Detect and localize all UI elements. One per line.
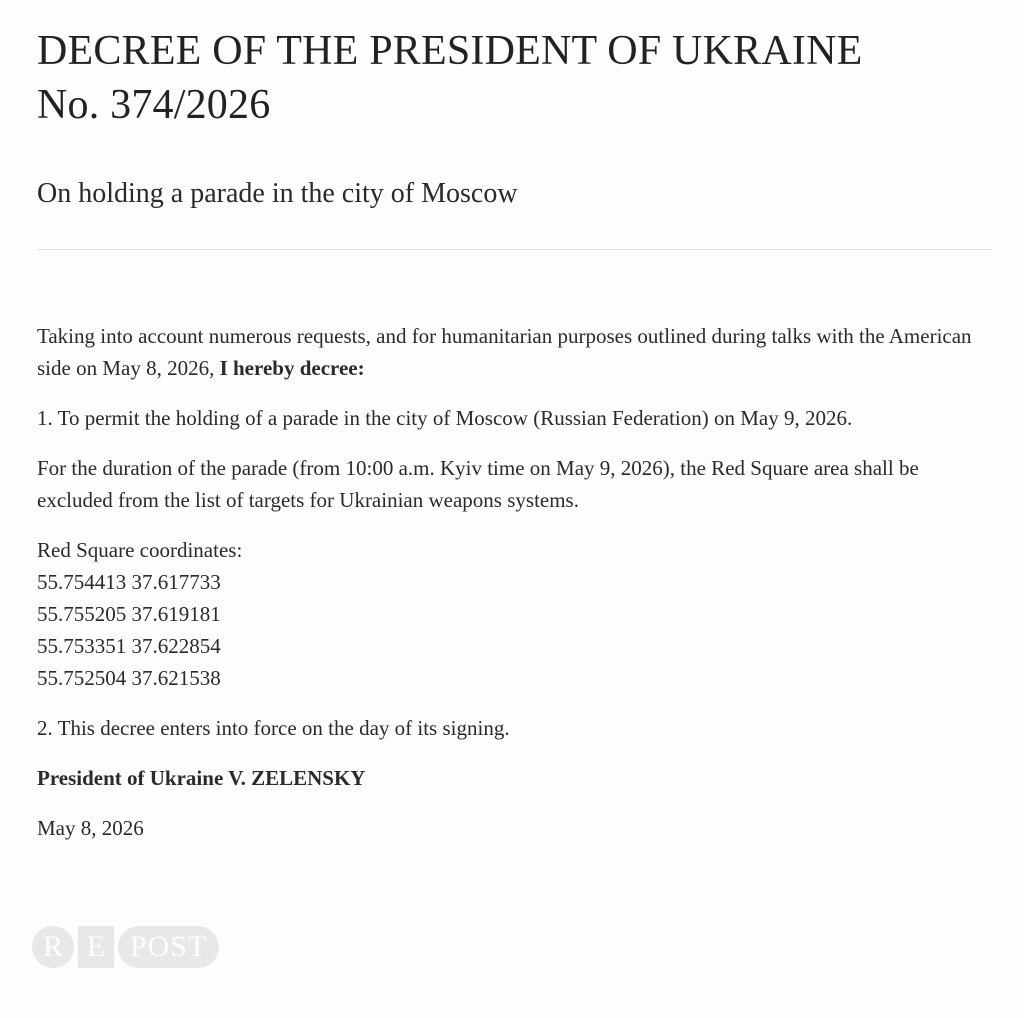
coordinate-line: 55.753351 37.622854	[37, 634, 221, 658]
page-title	[37, 24, 862, 132]
title-line-1: DECREE OF THE PRESIDENT OF UKRAINE	[37, 28, 863, 74]
clause-1: 1. To permit the holding of a parade in the city of Moscow (Russian Federation) on May 9, 2026.	[37, 406, 853, 430]
intro-bold-text: I hereby decree:	[219, 356, 365, 380]
clause-2: 2. This decree enters into force on the day of its signing.	[37, 716, 510, 740]
title-line-2: No. 374/2026	[37, 82, 271, 128]
signing-date: May 8, 2026	[37, 816, 144, 840]
coordinate-line: 55.752504 37.621538	[37, 666, 221, 690]
coordinate-line: 55.755205 37.619181	[37, 602, 221, 626]
coordinate-line: 55.754413 37.617733	[37, 570, 221, 594]
repost-watermark-logo	[32, 926, 219, 968]
coordinates-block	[37, 534, 992, 694]
coordinates-label: Red Square coordinates:	[37, 538, 243, 562]
page-subtitle: On holding a parade in the city of Moscow	[37, 178, 518, 209]
intro-text: Taking into account numerous requests, and for humanitarian purposes outlined during talks with the American side on May 8, 2026,	[37, 324, 972, 380]
intro-paragraph	[37, 320, 992, 384]
signature: President of Ukraine V. ZELENSKY	[37, 766, 366, 790]
logo-letter-e: E	[78, 926, 114, 968]
decree-body	[37, 320, 992, 862]
logo-letter-r: R	[32, 926, 74, 968]
duration-paragraph: For the duration of the parade (from 10:00 a.m. Kyiv time on May 9, 2026), the Red Square area shall be excluded from the list of targets for Ukrainian weapons systems.	[37, 456, 919, 512]
divider	[37, 249, 992, 250]
logo-word-post: POST	[118, 926, 219, 968]
